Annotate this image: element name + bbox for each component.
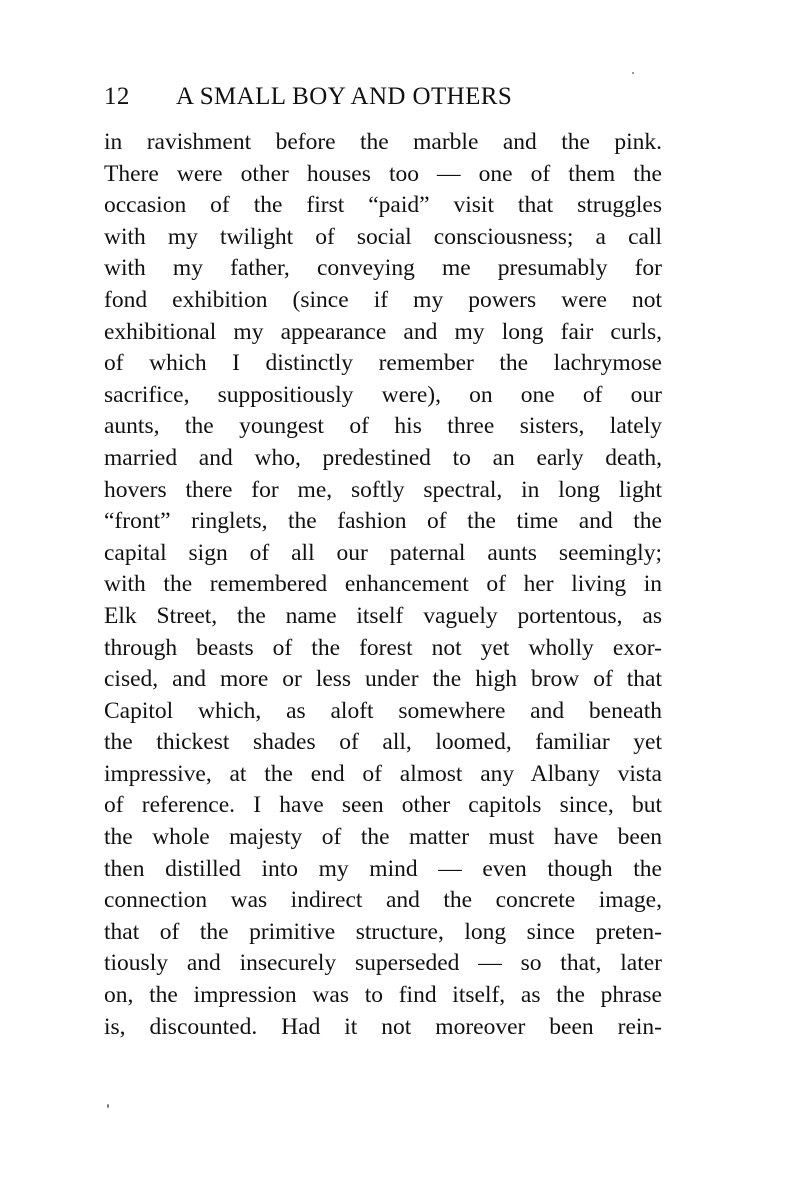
text-line: with my twilight of social consciousness; a call [104, 223, 662, 250]
text-line: connection was indirect and the concrete image, [104, 887, 662, 914]
scan-speck [632, 72, 634, 74]
text-line: hovers there for me, softly spectral, in long light [104, 476, 662, 503]
text-line: in ravishment before the marble and the pink. [104, 129, 662, 155]
text-line: the whole majesty of the matter must have been [104, 824, 662, 851]
text-line: the thickest shades of all, loomed, familiar yet [104, 729, 662, 756]
text-line: tiously and insecurely superseded — so that, later [104, 950, 662, 977]
text-line: with my father, conveying me presumably for [104, 255, 662, 282]
running-head [104, 80, 704, 114]
text-line: on, the impression was to find itself, as the phrase [104, 982, 662, 1009]
text-line: cised, and more or less under the high brow of that [104, 666, 662, 693]
scan-speck [107, 1104, 109, 1108]
body-text [104, 127, 662, 1043]
text-line: through beasts of the forest not yet wholly exor- [104, 634, 662, 661]
text-line: then distilled into my mind — even though the [104, 855, 662, 882]
text-line: aunts, the youngest of his three sisters, lately [104, 413, 662, 440]
text-line: exhibitional my appearance and my long fair curls, [104, 318, 662, 345]
text-line: There were other houses too — one of them the [104, 160, 662, 187]
text-line: Elk Street, the name itself vaguely portentous, as [104, 602, 662, 629]
text-line: impressive, at the end of almost any Albany vista [104, 760, 662, 787]
text-line: with the remembered enhancement of her living in [104, 571, 662, 598]
text-line: that of the primitive structure, long since preten- [104, 918, 662, 945]
text-line: of reference. I have seen other capitols since, but [104, 792, 662, 819]
text-line: is, discounted. Had it not moreover been rein- [104, 1013, 662, 1040]
text-line: married and who, predestined to an early death, [104, 444, 662, 471]
text-line: occasion of the first “paid” visit that struggles [104, 192, 662, 219]
page-number: 12 [104, 83, 130, 110]
text-line: Capitol which, as aloft somewhere and beneath [104, 697, 662, 724]
text-line: capital sign of all our paternal aunts seemingly; [104, 539, 662, 566]
text-line: fond exhibition (since if my powers were not [104, 286, 662, 313]
text-line: “front” ringlets, the fashion of the time and the [104, 508, 662, 535]
running-title: A SMALL BOY AND OTHERS [176, 83, 513, 110]
text-line: sacrifice, suppositiously were), on one of our [104, 381, 662, 408]
text-line: of which I distinctly remember the lachrymose [104, 350, 662, 377]
